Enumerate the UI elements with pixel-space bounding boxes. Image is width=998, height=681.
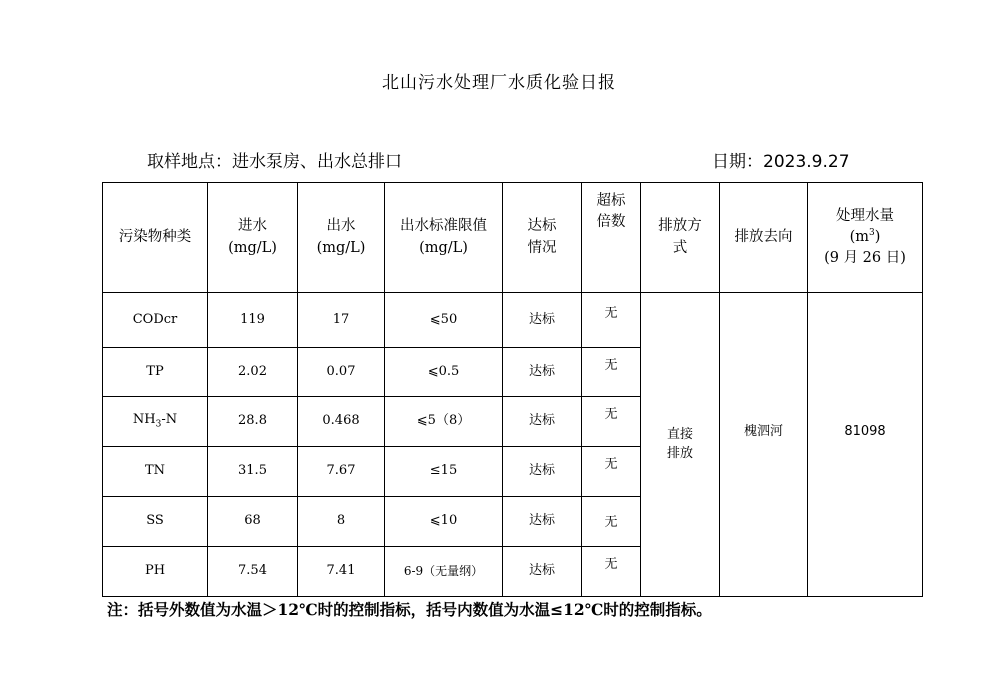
limit-value: 6-9（无量纲） — [385, 547, 503, 597]
effluent-value: 7.41 — [298, 547, 385, 597]
header-method: 排放方 式 — [641, 183, 720, 293]
exceed-multiple: 无 — [582, 348, 641, 397]
effluent-value: 0.468 — [298, 397, 385, 447]
compliance-status: 达标 — [503, 397, 582, 447]
influent-value: 7.54 — [208, 547, 298, 597]
header-destination: 排放去向 — [720, 183, 808, 293]
discharge-method: 直接 排放 — [641, 293, 720, 597]
influent-value: 2.02 — [208, 348, 298, 397]
pollutant-name: PH — [103, 547, 208, 597]
pollutant-name: SS — [103, 497, 208, 547]
influent-value: 119 — [208, 293, 298, 348]
header-influent: 进水 (mg/L) — [208, 183, 298, 293]
report-title: 北山污水处理厂水质化验日报 — [382, 73, 616, 93]
exceed-multiple: 无 — [582, 397, 641, 447]
exceed-multiple: 无 — [582, 447, 641, 497]
pollutant-name: $NH_3-N$ — [103, 397, 208, 447]
compliance-status: 达标 — [503, 447, 582, 497]
effluent-value: 7.67 — [298, 447, 385, 497]
compliance-status: 达标 — [503, 348, 582, 397]
pollutant-name: CODcr — [103, 293, 208, 348]
table-header-row — [103, 183, 923, 293]
exceed-multiple: 无 — [582, 547, 641, 597]
header-volume: 处理水量 $(m^3)$ (9 月 26 日) — [808, 183, 923, 293]
influent-value: 28.8 — [208, 397, 298, 447]
compliance-status: 达标 — [503, 293, 582, 348]
influent-value: 68 — [208, 497, 298, 547]
limit-value: ⩽0.5 — [385, 348, 503, 397]
discharge-destination: 槐泗河 — [720, 293, 808, 597]
header-compliance: 达标 情况 — [503, 183, 582, 293]
pollutant-name: TP — [103, 348, 208, 397]
effluent-value: 17 — [298, 293, 385, 348]
limit-value: ⩽10 — [385, 497, 503, 547]
limit-value: ⩽5（8） — [385, 397, 503, 447]
report-date: 日期：2023.9.27 — [712, 152, 850, 172]
effluent-value: 8 — [298, 497, 385, 547]
sampling-location: 取样地点：进水泵房、出水总排口 — [147, 152, 402, 172]
limit-value: ⩽50 — [385, 293, 503, 348]
header-category: 污染物种类 — [103, 183, 208, 293]
compliance-status: 达标 — [503, 547, 582, 597]
header-limit: 出水标准限值 (mg/L) — [385, 183, 503, 293]
limit-value: ≤15 — [385, 447, 503, 497]
pollutant-name: TN — [103, 447, 208, 497]
influent-value: 31.5 — [208, 447, 298, 497]
header-effluent: 出水 (mg/L) — [298, 183, 385, 293]
footnote: 注：括号外数值为水温＞12℃时的控制指标，括号内数值为水温≤12℃时的控制指标。 — [107, 600, 712, 619]
effluent-value: 0.07 — [298, 348, 385, 397]
compliance-status: 达标 — [503, 497, 582, 547]
exceed-multiple: 无 — [582, 293, 641, 348]
table-row — [103, 293, 923, 348]
water-quality-table — [102, 182, 923, 597]
exceed-multiple: 无 — [582, 497, 641, 547]
header-exceed: 超标 倍数 — [582, 183, 641, 293]
treated-volume: 81098 — [808, 293, 923, 597]
